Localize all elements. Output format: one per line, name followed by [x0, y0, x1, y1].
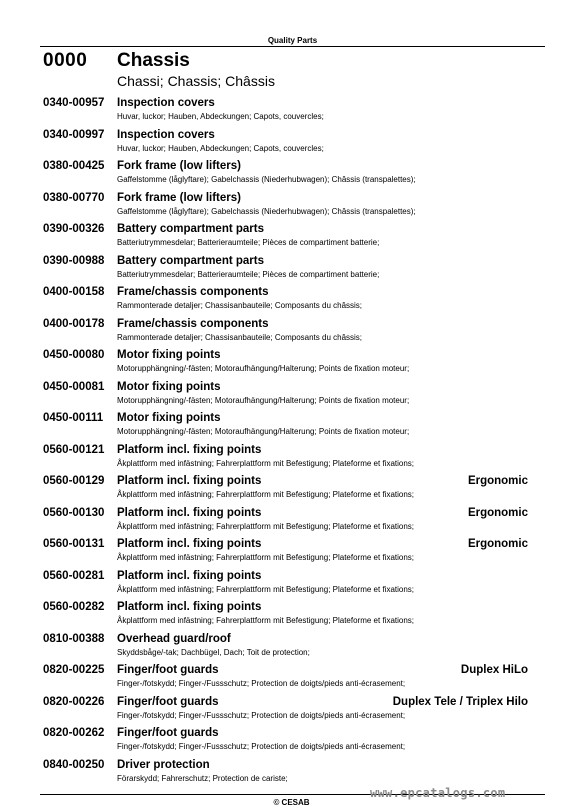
part-entry — [43, 160, 533, 192]
part-translations: Åkplattform med infästning; Fahrerplattform mit Befestigung; Plateforme et fixations; — [117, 490, 415, 499]
part-translations: Huvar, luckor; Hauben, Abdeckungen; Capots, couvercles; — [117, 143, 324, 153]
part-translations: Finger-/fotskydd; Finger-/Fussschutz; Protection de doigts/pieds anti-écrasement; — [117, 742, 406, 751]
part-translations: Batteriutrymmesdelar; Batterieraumteile; Pièces de compartiment batterie; — [117, 238, 380, 247]
part-translations: Åkplattform med infästning; Fahrerplattform mit Befestigung; Plateforme et fixations; — [117, 521, 415, 531]
part-translations: Batteriutrymmesdelar; Batterieraumteile; Pièces de compartiment batterie; — [117, 269, 380, 279]
part-title: Platform incl. fixing points — [117, 538, 262, 550]
part-entry — [43, 255, 533, 287]
part-entry — [43, 412, 533, 444]
part-title: Motor fixing points — [117, 349, 221, 361]
part-title: Finger/foot guards — [117, 664, 219, 676]
part-entry — [43, 223, 533, 255]
part-title: Inspection covers — [117, 128, 215, 141]
part-entry — [43, 570, 533, 602]
part-variant-note: Ergonomic — [467, 538, 528, 550]
part-entry — [43, 601, 533, 633]
part-variant-note: Ergonomic — [467, 506, 528, 519]
part-number: 0820-00225 — [43, 664, 105, 676]
part-number: 0380-00425 — [43, 160, 105, 172]
part-translations: Rammonterade detaljer; Chassisanbauteile; Composants du châssis; — [117, 332, 363, 342]
part-number: 0560-00130 — [43, 506, 105, 519]
part-translations: Finger-/fotskydd; Finger-/Fussschutz; Protection de doigts/pieds anti-écrasement; — [117, 710, 406, 720]
part-entry — [43, 129, 533, 161]
part-title: Battery compartment parts — [117, 254, 264, 267]
part-translations: Finger-/fotskydd; Finger-/Fussschutz; Protection de doigts/pieds anti-écrasement; — [117, 679, 406, 688]
part-number: 0810-00388 — [43, 632, 105, 645]
part-number: 0560-00121 — [43, 443, 105, 456]
part-title: Motor fixing points — [117, 380, 221, 393]
part-title: Platform incl. fixing points — [117, 506, 262, 519]
part-number: 0400-00158 — [43, 286, 105, 298]
part-number: 0560-00281 — [43, 569, 105, 582]
part-title: Platform incl. fixing points — [117, 475, 262, 487]
part-title: Finger/foot guards — [117, 727, 219, 739]
part-translations: Förarskydd; Fahrerschutz; Protection de cariste; — [117, 773, 288, 783]
part-translations: Huvar, luckor; Hauben, Abdeckungen; Capots, couvercles; — [117, 112, 324, 121]
part-translations: Motorupphängning/-fästen; Motoraufhängung/Halterung; Points de fixation moteur; — [117, 364, 410, 373]
part-variant-note: Duplex HiLo — [460, 664, 528, 676]
part-title: Platform incl. fixing points — [117, 443, 262, 456]
part-number: 0560-00282 — [43, 601, 105, 613]
part-number: 0840-00250 — [43, 758, 105, 771]
part-number: 0340-00957 — [43, 97, 105, 109]
part-entry — [43, 538, 533, 570]
parts-list — [43, 97, 533, 790]
part-translations: Åkplattform med infästning; Fahrerplattform mit Befestigung; Plateforme et fixations; — [117, 616, 415, 625]
part-title: Finger/foot guards — [117, 695, 219, 708]
part-title: Platform incl. fixing points — [117, 601, 262, 613]
part-number: 0340-00997 — [43, 128, 105, 141]
part-number: 0560-00131 — [43, 538, 105, 550]
part-title: Platform incl. fixing points — [117, 569, 262, 582]
part-entry — [43, 286, 533, 318]
part-entry — [43, 727, 533, 759]
part-title: Frame/chassis components — [117, 286, 269, 298]
part-number: 0390-00326 — [43, 223, 105, 235]
part-entry — [43, 381, 533, 413]
part-title: Inspection covers — [117, 97, 215, 109]
part-entry — [43, 318, 533, 350]
part-variant-note: Duplex Tele / Triplex Hilo — [392, 695, 528, 708]
part-entry — [43, 507, 533, 539]
part-number: 0450-00080 — [43, 349, 105, 361]
part-number: 0450-00081 — [43, 380, 105, 393]
part-entry — [43, 475, 533, 507]
part-title: Fork frame (low lifters) — [117, 160, 241, 172]
part-translations: Skyddsbåge/-tak; Dachbügel, Dach; Toit de protection; — [117, 647, 310, 657]
part-translations: Motorupphängning/-fästen; Motoraufhängung/Halterung; Points de fixation moteur; — [117, 395, 410, 405]
part-translations: Gaffelstomme (låglyftare); Gabelchassis (Niederhubwagen); Châssis (transpalettes); — [117, 206, 416, 216]
part-entry — [43, 97, 533, 129]
part-entry — [43, 444, 533, 476]
part-variant-note: Ergonomic — [467, 475, 528, 487]
page-footer: © CESAB — [273, 798, 310, 807]
part-entry — [43, 664, 533, 696]
part-entry — [43, 349, 533, 381]
part-number: 0560-00129 — [43, 475, 105, 487]
header-divider — [40, 46, 545, 47]
part-entry — [43, 633, 533, 665]
section-number: 0000 — [43, 50, 88, 71]
section-subtitle: Chassi; Chassis; Châssis — [117, 73, 275, 89]
part-number: 0390-00988 — [43, 254, 105, 267]
part-title: Driver protection — [117, 758, 210, 771]
part-translations: Rammonterade detaljer; Chassisanbauteile; Composants du châssis; — [117, 301, 363, 310]
part-translations: Motorupphängning/-fästen; Motoraufhängung/Halterung; Points de fixation moteur; — [117, 427, 410, 436]
part-entry — [43, 192, 533, 224]
watermark: www.epcatalogs.com — [370, 786, 506, 800]
part-translations: Åkplattform med infästning; Fahrerplattform mit Befestigung; Plateforme et fixations; — [117, 584, 415, 594]
part-title: Fork frame (low lifters) — [117, 191, 241, 204]
part-number: 0820-00226 — [43, 695, 105, 708]
part-entry — [43, 696, 533, 728]
part-translations: Gaffelstomme (låglyftare); Gabelchassis (Niederhubwagen); Châssis (transpalettes); — [117, 175, 416, 184]
part-translations: Åkplattform med infästning; Fahrerplattform mit Befestigung; Plateforme et fixations; — [117, 458, 415, 468]
part-number: 0450-00111 — [43, 412, 104, 424]
part-title: Battery compartment parts — [117, 223, 264, 235]
part-title: Frame/chassis components — [117, 317, 269, 330]
part-translations: Åkplattform med infästning; Fahrerplattform mit Befestigung; Plateforme et fixations; — [117, 553, 415, 562]
part-number: 0820-00262 — [43, 727, 105, 739]
section-title: Chassis — [117, 50, 190, 71]
part-number: 0380-00770 — [43, 191, 105, 204]
part-title: Motor fixing points — [117, 412, 221, 424]
part-number: 0400-00178 — [43, 317, 105, 330]
page-header: Quality Parts — [267, 36, 318, 45]
part-title: Overhead guard/roof — [117, 632, 231, 645]
